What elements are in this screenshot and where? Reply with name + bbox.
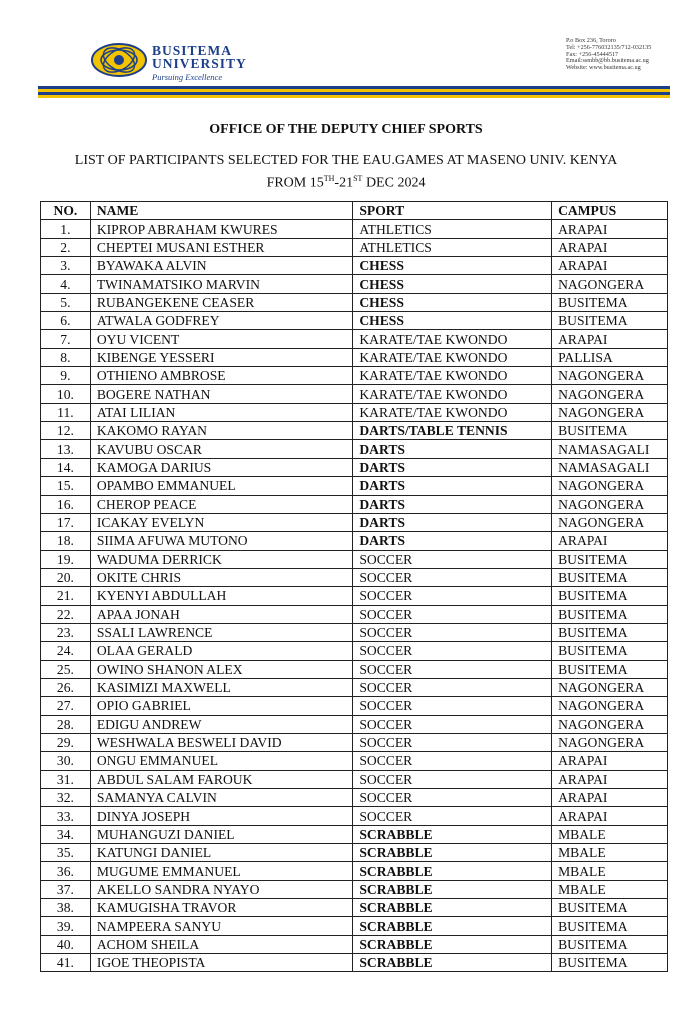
table-row xyxy=(41,293,668,311)
cell-sport: SOCCER xyxy=(353,642,552,660)
cell-name: MUGUME EMMANUEL xyxy=(90,862,353,880)
cell-sport: SCRABBLE xyxy=(353,954,552,972)
table-row xyxy=(41,733,668,751)
cell-campus: NAGONGERA xyxy=(552,367,668,385)
cell-no: 13. xyxy=(41,440,91,458)
cell-sport: DARTS xyxy=(353,532,552,550)
table-row xyxy=(41,385,668,403)
cell-campus: ARAPAI xyxy=(552,220,668,238)
cell-no: 6. xyxy=(41,312,91,330)
contact-block xyxy=(566,38,651,72)
contact-tel: Tel: +256-776032135/712-032135 xyxy=(566,43,652,51)
cell-campus: BUSITEMA xyxy=(552,422,668,440)
table-row xyxy=(41,660,668,678)
cell-campus: BUSITEMA xyxy=(552,605,668,623)
cell-name: KATUNGI DANIEL xyxy=(90,844,353,862)
cell-campus: BUSITEMA xyxy=(552,568,668,586)
cell-name: KAKOMO RAYAN xyxy=(90,422,353,440)
table-body xyxy=(41,220,668,972)
cell-name: OLAA GERALD xyxy=(90,642,353,660)
table-row xyxy=(41,752,668,770)
cell-name: SSALI LAWRENCE xyxy=(90,623,353,641)
cell-name: CHEROP PEACE xyxy=(90,495,353,513)
cell-name: OPAMBO EMMANUEL xyxy=(90,477,353,495)
contact-website: Website: www.busitema.ac.ug xyxy=(566,64,641,72)
cell-name: KIBENGE YESSERI xyxy=(90,348,353,366)
cell-sport: SOCCER xyxy=(353,587,552,605)
cell-no: 9. xyxy=(41,367,91,385)
cell-sport: DARTS xyxy=(353,513,552,531)
university-name xyxy=(152,44,247,84)
cell-name: WADUMA DERRICK xyxy=(90,550,353,568)
cell-no: 22. xyxy=(41,605,91,623)
cell-name: ICAKAY EVELYN xyxy=(90,513,353,531)
table-row xyxy=(41,458,668,476)
cell-sport: KARATE/TAE KWONDO xyxy=(353,367,552,385)
cell-sport: SCRABBLE xyxy=(353,880,552,898)
cell-campus: NAGONGERA xyxy=(552,513,668,531)
cell-no: 39. xyxy=(41,917,91,935)
contact-email: Email:ssmbb@bb.busitema.ac.ug xyxy=(566,57,649,65)
cell-name: OYU VICENT xyxy=(90,330,353,348)
table-row xyxy=(41,532,668,550)
table-row xyxy=(41,605,668,623)
cell-campus: ARAPAI xyxy=(552,330,668,348)
document-titles xyxy=(0,118,692,193)
cell-campus: BUSITEMA xyxy=(552,550,668,568)
date-suffix: DEC 2024 xyxy=(362,175,426,191)
cell-no: 29. xyxy=(41,733,91,751)
table-row xyxy=(41,697,668,715)
cell-no: 19. xyxy=(41,550,91,568)
table-header-row xyxy=(41,202,668,220)
cell-campus: BUSITEMA xyxy=(552,293,668,311)
cell-name: ABDUL SALAM FAROUK xyxy=(90,770,353,788)
cell-name: SIIMA AFUWA MUTONO xyxy=(90,532,353,550)
cell-campus: MBALE xyxy=(552,862,668,880)
contact-address: P.o Box 236, Tororo xyxy=(566,37,616,44)
table-row xyxy=(41,844,668,862)
cell-campus: NAGONGERA xyxy=(552,733,668,751)
cell-sport: SOCCER xyxy=(353,715,552,733)
cell-no: 36. xyxy=(41,862,91,880)
cell-campus: BUSITEMA xyxy=(552,642,668,660)
table-row xyxy=(41,367,668,385)
cell-sport: SOCCER xyxy=(353,660,552,678)
cell-campus: NAMASAGALI xyxy=(552,458,668,476)
header-sport: SPORT xyxy=(353,202,552,220)
cell-no: 33. xyxy=(41,807,91,825)
header-stripes xyxy=(38,86,670,98)
cell-no: 32. xyxy=(41,789,91,807)
cell-campus: NAGONGERA xyxy=(552,385,668,403)
cell-name: KAMUGISHA TRAVOR xyxy=(90,899,353,917)
cell-sport: CHESS xyxy=(353,312,552,330)
cell-no: 8. xyxy=(41,348,91,366)
cell-campus: BUSITEMA xyxy=(552,660,668,678)
cell-name: SAMANYA CALVIN xyxy=(90,789,353,807)
cell-name: BYAWAKA ALVIN xyxy=(90,257,353,275)
cell-no: 14. xyxy=(41,458,91,476)
cell-name: ATAI LILIAN xyxy=(90,403,353,421)
table-row xyxy=(41,495,668,513)
cell-no: 35. xyxy=(41,844,91,862)
table-row xyxy=(41,422,668,440)
cell-sport: SCRABBLE xyxy=(353,917,552,935)
cell-campus: BUSITEMA xyxy=(552,917,668,935)
table-row xyxy=(41,275,668,293)
cell-no: 15. xyxy=(41,477,91,495)
cell-campus: BUSITEMA xyxy=(552,935,668,953)
cell-name: OKITE CHRIS xyxy=(90,568,353,586)
cell-no: 23. xyxy=(41,623,91,641)
cell-campus: NAGONGERA xyxy=(552,678,668,696)
cell-campus: NAGONGERA xyxy=(552,715,668,733)
table-row xyxy=(41,789,668,807)
table-row xyxy=(41,220,668,238)
cell-name: KAVUBU OSCAR xyxy=(90,440,353,458)
cell-sport: SOCCER xyxy=(353,550,552,568)
cell-name: APAA JONAH xyxy=(90,605,353,623)
date-range xyxy=(0,170,692,193)
cell-no: 17. xyxy=(41,513,91,531)
table-row xyxy=(41,880,668,898)
date-sup-st: ST xyxy=(353,174,363,183)
cell-name: ACHOM SHEILA xyxy=(90,935,353,953)
cell-campus: ARAPAI xyxy=(552,789,668,807)
table-row xyxy=(41,440,668,458)
cell-sport: KARATE/TAE KWONDO xyxy=(353,403,552,421)
table-row xyxy=(41,348,668,366)
table-row xyxy=(41,312,668,330)
cell-name: OPIO GABRIEL xyxy=(90,697,353,715)
cell-campus: ARAPAI xyxy=(552,807,668,825)
table-row xyxy=(41,568,668,586)
header-no: NO. xyxy=(41,202,91,220)
cell-campus: BUSITEMA xyxy=(552,587,668,605)
cell-sport: SOCCER xyxy=(353,752,552,770)
cell-name: KAMOGA DARIUS xyxy=(90,458,353,476)
cell-name: MUHANGUZI DANIEL xyxy=(90,825,353,843)
cell-no: 25. xyxy=(41,660,91,678)
cell-name: IGOE THEOPISTA xyxy=(90,954,353,972)
cell-name: EDIGU ANDREW xyxy=(90,715,353,733)
cell-no: 31. xyxy=(41,770,91,788)
cell-no: 3. xyxy=(41,257,91,275)
cell-no: 11. xyxy=(41,403,91,421)
cell-name: KASIMIZI MAXWELL xyxy=(90,678,353,696)
cell-no: 34. xyxy=(41,825,91,843)
cell-sport: SOCCER xyxy=(353,807,552,825)
header-campus: CAMPUS xyxy=(552,202,668,220)
cell-no: 2. xyxy=(41,238,91,256)
cell-campus: ARAPAI xyxy=(552,238,668,256)
cell-sport: ATHLETICS xyxy=(353,220,552,238)
cell-no: 40. xyxy=(41,935,91,953)
header-name: NAME xyxy=(90,202,353,220)
cell-sport: DARTS xyxy=(353,440,552,458)
cell-sport: SOCCER xyxy=(353,678,552,696)
table-row xyxy=(41,587,668,605)
university-name-line1: BUSITEMA xyxy=(152,43,233,58)
table-row xyxy=(41,642,668,660)
cell-sport: ATHLETICS xyxy=(353,238,552,256)
cell-campus: ARAPAI xyxy=(552,752,668,770)
list-title: LIST OF PARTICIPANTS SELECTED FOR THE EAU.GAMES AT MASENO UNIV. KENYA xyxy=(74,153,618,168)
cell-no: 37. xyxy=(41,880,91,898)
cell-campus: BUSITEMA xyxy=(552,312,668,330)
cell-no: 26. xyxy=(41,678,91,696)
cell-campus: NAGONGERA xyxy=(552,495,668,513)
cell-no: 10. xyxy=(41,385,91,403)
cell-name: OTHIENO AMBROSE xyxy=(90,367,353,385)
cell-campus: NAGONGERA xyxy=(552,697,668,715)
cell-sport: DARTS xyxy=(353,458,552,476)
cell-no: 20. xyxy=(41,568,91,586)
cell-no: 24. xyxy=(41,642,91,660)
cell-name: ONGU EMMANUEL xyxy=(90,752,353,770)
university-name-line2: UNIVERSITY xyxy=(152,56,247,71)
table-row xyxy=(41,550,668,568)
cell-campus: NAMASAGALI xyxy=(552,440,668,458)
cell-no: 1. xyxy=(41,220,91,238)
table-row xyxy=(41,238,668,256)
cell-campus: ARAPAI xyxy=(552,770,668,788)
office-title: OFFICE OF THE DEPUTY CHIEF SPORTS xyxy=(209,122,483,137)
table-row xyxy=(41,862,668,880)
cell-name: RUBANGEKENE CEASER xyxy=(90,293,353,311)
table-row xyxy=(41,257,668,275)
cell-name: AKELLO SANDRA NYAYO xyxy=(90,880,353,898)
cell-sport: SOCCER xyxy=(353,770,552,788)
cell-sport: DARTS/TABLE TENNIS xyxy=(353,422,552,440)
cell-no: 16. xyxy=(41,495,91,513)
cell-no: 30. xyxy=(41,752,91,770)
table-row xyxy=(41,770,668,788)
cell-sport: SOCCER xyxy=(353,568,552,586)
table-row xyxy=(41,623,668,641)
cell-campus: NAGONGERA xyxy=(552,477,668,495)
table-row xyxy=(41,954,668,972)
cell-campus: BUSITEMA xyxy=(552,623,668,641)
cell-no: 41. xyxy=(41,954,91,972)
cell-sport: DARTS xyxy=(353,495,552,513)
cell-no: 27. xyxy=(41,697,91,715)
cell-campus: MBALE xyxy=(552,880,668,898)
cell-sport: CHESS xyxy=(353,275,552,293)
cell-no: 28. xyxy=(41,715,91,733)
cell-no: 18. xyxy=(41,532,91,550)
cell-sport: KARATE/TAE KWONDO xyxy=(353,385,552,403)
cell-no: 5. xyxy=(41,293,91,311)
contact-fax: Fax: +256-45444517 xyxy=(566,50,619,58)
cell-sport: SCRABBLE xyxy=(353,825,552,843)
table-row xyxy=(41,330,668,348)
table-row xyxy=(41,403,668,421)
cell-no: 7. xyxy=(41,330,91,348)
university-motto: Pursuing Excellence xyxy=(152,72,223,82)
cell-campus: PALLISA xyxy=(552,348,668,366)
table-row xyxy=(41,807,668,825)
cell-sport: SOCCER xyxy=(353,697,552,715)
cell-no: 4. xyxy=(41,275,91,293)
cell-sport: SOCCER xyxy=(353,605,552,623)
cell-campus: MBALE xyxy=(552,844,668,862)
cell-campus: MBALE xyxy=(552,825,668,843)
cell-sport: CHESS xyxy=(353,257,552,275)
cell-sport: SCRABBLE xyxy=(353,935,552,953)
cell-campus: ARAPAI xyxy=(552,257,668,275)
cell-no: 21. xyxy=(41,587,91,605)
date-sup-th: TH xyxy=(323,174,335,183)
table-row xyxy=(41,477,668,495)
cell-name: NAMPEERA SANYU xyxy=(90,917,353,935)
cell-no: 38. xyxy=(41,899,91,917)
cell-sport: DARTS xyxy=(353,477,552,495)
cell-sport: SCRABBLE xyxy=(353,844,552,862)
cell-name: OWINO SHANON ALEX xyxy=(90,660,353,678)
participants-table xyxy=(40,201,668,972)
table-row xyxy=(41,935,668,953)
cell-campus: NAGONGERA xyxy=(552,275,668,293)
cell-sport: SCRABBLE xyxy=(353,899,552,917)
date-prefix: FROM 15 xyxy=(266,175,324,191)
cell-sport: SOCCER xyxy=(353,733,552,751)
cell-sport: SCRABBLE xyxy=(353,862,552,880)
table-row xyxy=(41,825,668,843)
date-mid: -21 xyxy=(334,175,354,191)
cell-campus: BUSITEMA xyxy=(552,954,668,972)
cell-name: CHEPTEI MUSANI ESTHER xyxy=(90,238,353,256)
university-logo-icon xyxy=(90,42,148,78)
table-row xyxy=(41,513,668,531)
table-row xyxy=(41,678,668,696)
stripe xyxy=(38,95,670,98)
cell-name: WESHWALA BESWELI DAVID xyxy=(90,733,353,751)
cell-name: TWINAMATSIKO MARVIN xyxy=(90,275,353,293)
cell-name: KYENYI ABDULLAH xyxy=(90,587,353,605)
cell-sport: KARATE/TAE KWONDO xyxy=(353,348,552,366)
cell-campus: BUSITEMA xyxy=(552,899,668,917)
table-row xyxy=(41,715,668,733)
cell-name: BOGERE NATHAN xyxy=(90,385,353,403)
cell-sport: SOCCER xyxy=(353,623,552,641)
cell-sport: KARATE/TAE KWONDO xyxy=(353,330,552,348)
cell-campus: ARAPAI xyxy=(552,532,668,550)
letterhead xyxy=(0,0,692,106)
cell-no: 12. xyxy=(41,422,91,440)
cell-name: ATWALA GODFREY xyxy=(90,312,353,330)
cell-name: KIPROP ABRAHAM KWURES xyxy=(90,220,353,238)
table-row xyxy=(41,899,668,917)
cell-sport: CHESS xyxy=(353,293,552,311)
cell-sport: SOCCER xyxy=(353,789,552,807)
cell-campus: NAGONGERA xyxy=(552,403,668,421)
table-row xyxy=(41,917,668,935)
cell-name: DINYA JOSEPH xyxy=(90,807,353,825)
